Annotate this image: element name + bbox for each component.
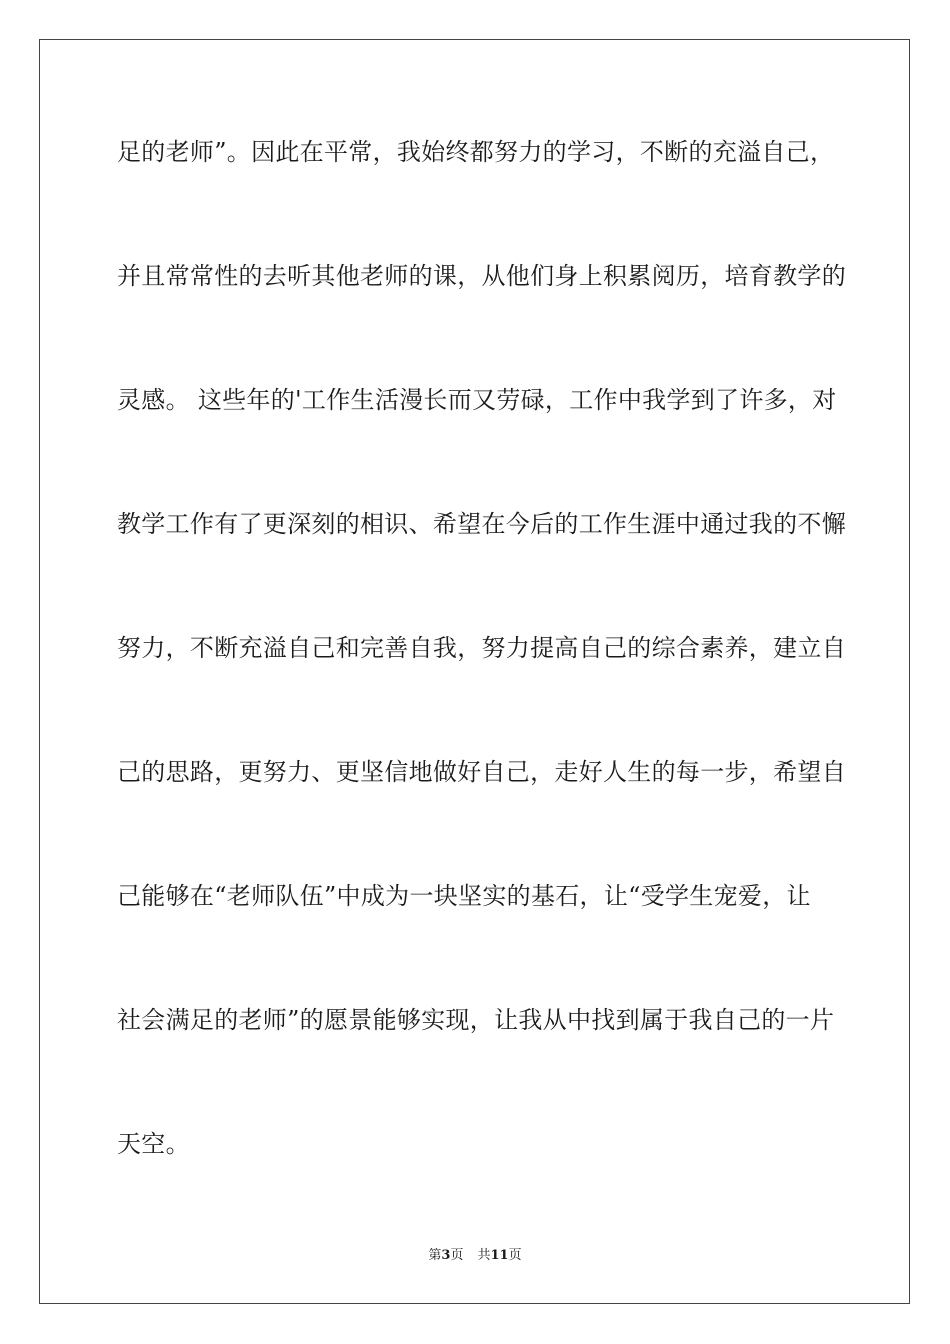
page-prefix: 第 — [428, 1248, 442, 1263]
total-prefix: 共 — [477, 1248, 491, 1263]
page-footer — [0, 1247, 950, 1265]
body-line-3: 灵感。 这些年的'工作生活漫长而又劳碌，工作中我学到了许多，对 — [117, 386, 837, 414]
body-line-2: 并且常常性的去听其他老师的课，从他们身上积累阅历，培育教学的 — [117, 262, 846, 290]
total-pages: 11 — [490, 1248, 509, 1263]
page-suffix: 页 — [450, 1248, 464, 1263]
body-line-7: 己能够在“老师队伍”中成为一块坚实的基石，让“受学生宠爱，让 — [117, 882, 811, 910]
page-number: 3 — [441, 1248, 451, 1263]
total-suffix: 页 — [508, 1248, 522, 1263]
page-border — [39, 39, 910, 1304]
body-line-4: 教学工作有了更深刻的相识、希望在今后的工作生涯中通过我的不懈 — [117, 510, 846, 538]
body-line-5: 努力，不断充溢自己和完善自我，努力提高自己的综合素养，建立自 — [117, 634, 846, 662]
body-line-9: 天空。 — [117, 1130, 190, 1158]
body-line-6: 己的思路，更努力、更坚信地做好自己，走好人生的每一步，希望自 — [117, 758, 846, 786]
body-line-1: 足的老师”。因此在平常，我始终都努力的学习，不断的充溢自己， — [117, 138, 835, 166]
body-line-8: 社会满足的老师”的愿景能够实现，让我从中找到属于我自己的一片 — [117, 1006, 835, 1034]
